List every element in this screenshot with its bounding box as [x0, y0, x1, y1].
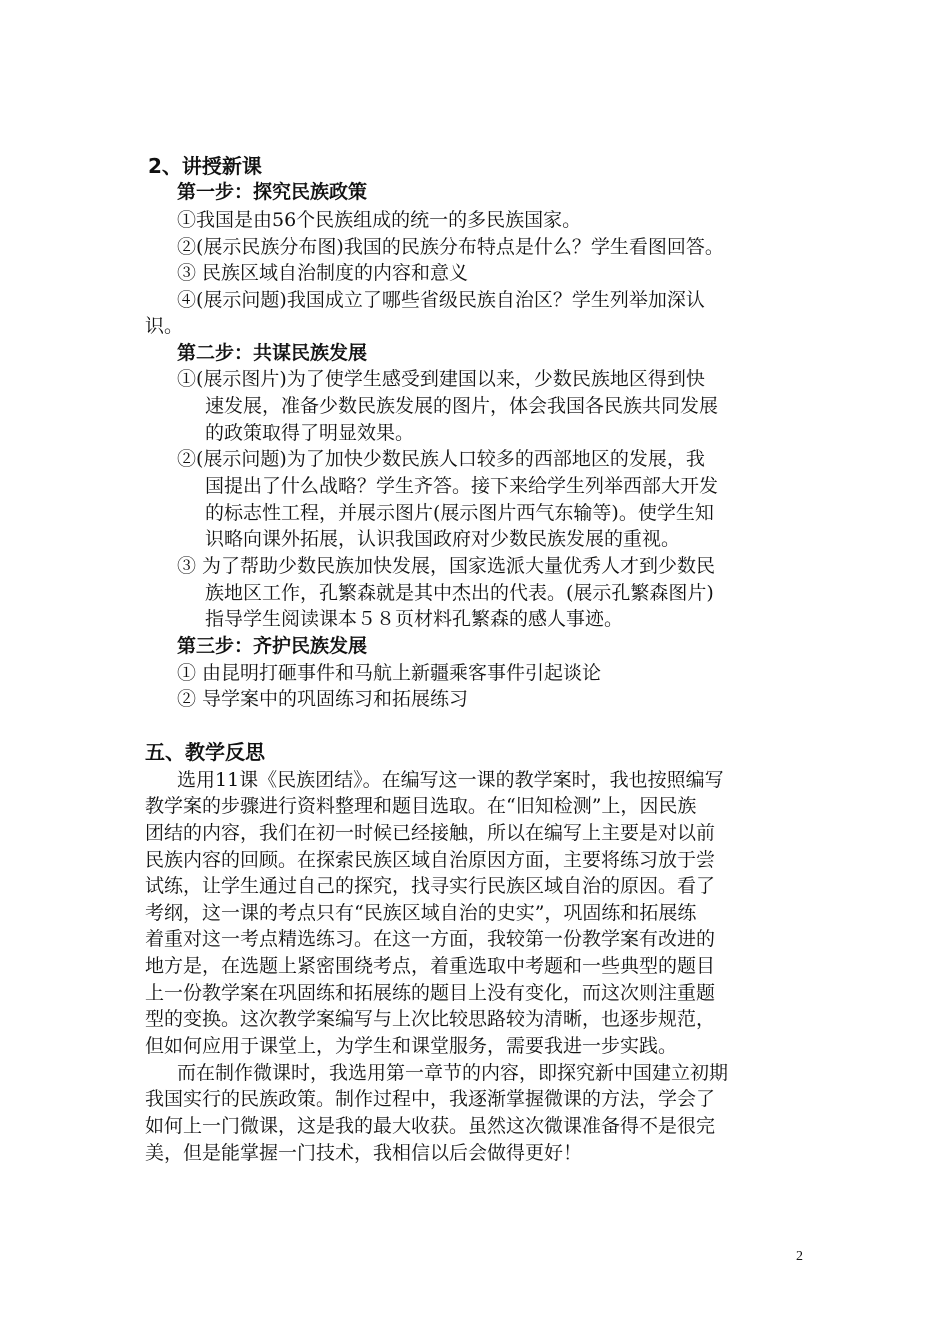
- step2-item-2-cont-3: 识略向课外拓展，认识我国政府对少数民族发展的重视。: [205, 528, 681, 550]
- step1-item-4: ④(展示问题)我国成立了哪些省级民族自治区？学生列举加深认: [177, 289, 705, 311]
- reflection-line-14: 如何上一门微课，这是我的最大收获。虽然这次微课准备得不是很完: [145, 1115, 716, 1137]
- reflection-line-13: 我国实行的民族政策。制作过程中，我逐渐掌握微课的方法，学会了: [145, 1088, 716, 1110]
- step2-item-1: ①(展示图片)为了使学生感受到建国以来，少数民族地区得到快: [177, 368, 705, 390]
- step3-item-1: ① 由昆明打砸事件和马航上新疆乘客事件引起谈论: [177, 662, 602, 684]
- reflection-line-10: 型的变换。这次教学案编写与上次比较思路较为清晰，也逐步规范，: [145, 1008, 716, 1030]
- step1-item-2: ②(展示民族分布图)我国的民族分布特点是什么？学生看图回答。: [177, 236, 724, 258]
- step2-item-2-cont-2: 的标志性工程，并展示图片(展示图片西气东输等)。使学生知: [205, 502, 714, 524]
- reflection-line-12: 而在制作微课时，我选用第一章节的内容，即探究新中国建立初期: [177, 1062, 729, 1084]
- reflection-line-2: 教学案的步骤进行资料整理和题目选取。在“旧知检测”上，因民族: [145, 795, 697, 817]
- reflection-line-7: 着重对这一考点精选练习。在这一方面，我较第一份教学案有改进的: [145, 928, 716, 950]
- section-heading-reflection: 五、教学反思: [145, 740, 265, 764]
- reflection-line-15: 美，但是能掌握一门技术，我相信以后会做得更好！: [145, 1142, 583, 1164]
- reflection-line-8: 地方是，在选题上紧密围绕考点，着重选取中考题和一些典型的题目: [145, 955, 716, 977]
- step1-heading: 第一步：探究民族政策: [177, 181, 368, 203]
- step2-item-1-cont-1: 速发展，准备少数民族发展的图片，体会我国各民族共同发展: [205, 395, 719, 417]
- step2-item-3-cont-2: 指导学生阅读课本５８页材料孔繁森的感人事迹。: [205, 608, 624, 630]
- reflection-line-9: 上一份教学案在巩固练和拓展练的题目上没有变化，而这次则注重题: [145, 982, 716, 1004]
- reflection-line-11: 但如何应用于课堂上，为学生和课堂服务，需要我进一步实践。: [145, 1035, 678, 1057]
- step3-heading: 第三步：齐护民族发展: [177, 635, 368, 657]
- reflection-line-5: 试练，让学生通过自己的探究，找寻实行民族区域自治的原因。看了: [145, 875, 716, 897]
- reflection-line-4: 民族内容的回顾。在探索民族区域自治原因方面，主要将练习放于尝: [145, 849, 716, 871]
- step1-item-4-cont: 识。: [145, 315, 184, 337]
- step2-item-3: ③ 为了帮助少数民族加快发展，国家选派大量优秀人才到少数民: [177, 555, 716, 577]
- step1-item-1: ①我国是由56个民族组成的统一的多民族国家。: [177, 209, 582, 231]
- step2-item-2: ②(展示问题)为了加快少数民族人口较多的西部地区的发展，我: [177, 448, 705, 470]
- step2-heading: 第二步：共谋民族发展: [177, 342, 368, 364]
- reflection-line-1: 选用11课《民族团结》。在编写这一课的教学案时，我也按照编写: [177, 769, 724, 791]
- section-heading-teaching: 2、讲授新课: [148, 154, 262, 178]
- reflection-line-6: 考纲，这一课的考点只有“民族区域自治的史实”，巩固练和拓展练: [145, 902, 697, 924]
- step2-item-2-cont-1: 国提出了什么战略？学生齐答。接下来给学生列举西部大开发: [205, 475, 719, 497]
- step2-item-3-cont-1: 族地区工作，孔繁森就是其中杰出的代表。(展示孔繁森图片): [205, 582, 714, 604]
- reflection-line-3: 团结的内容，我们在初一时候已经接触，所以在编写上主要是对以前: [145, 822, 716, 844]
- page-number: 2: [796, 1249, 803, 1264]
- step3-item-2: ② 导学案中的巩固练习和拓展练习: [177, 688, 469, 710]
- step1-item-3: ③ 民族区域自治制度的内容和意义: [177, 262, 469, 284]
- step2-item-1-cont-2: 的政策取得了明显效果。: [205, 422, 415, 444]
